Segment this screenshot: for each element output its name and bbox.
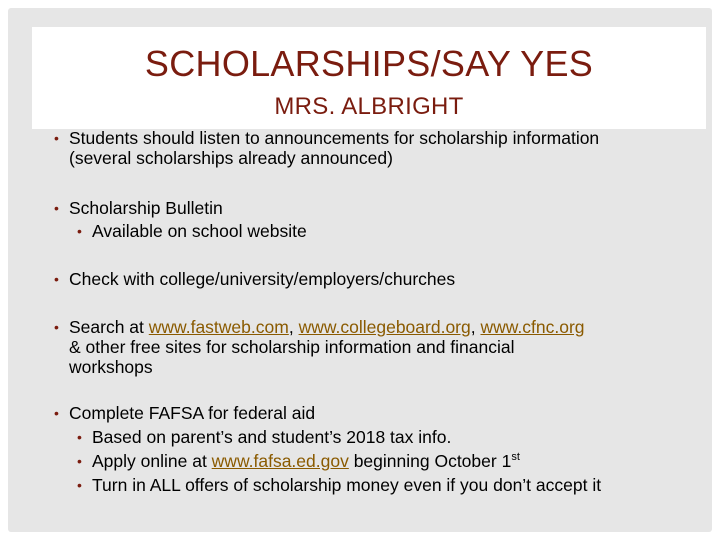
bullet-icon: • <box>54 405 59 421</box>
item-text: (several scholarships already announced) <box>69 148 393 168</box>
cfnc-link[interactable]: www.cfnc.org <box>480 317 585 337</box>
item-text: Scholarship Bulletin <box>69 198 223 218</box>
fastweb-link[interactable]: www.fastweb.com <box>148 317 289 337</box>
list-item <box>52 403 692 423</box>
item-text: Turn in ALL offers of scholarship money even if you don’t accept it <box>92 475 602 495</box>
sub-list-item <box>52 475 692 495</box>
bullet-icon: • <box>54 271 59 287</box>
collegeboard-link[interactable]: www.collegeboard.org <box>298 317 471 337</box>
ordinal-suffix: st <box>511 451 520 463</box>
item-text <box>69 317 692 337</box>
bullet-icon: • <box>77 223 82 239</box>
item-text-segment: Search at <box>69 317 149 337</box>
list-item <box>52 317 692 377</box>
title-box <box>32 27 706 129</box>
list-item <box>52 198 692 218</box>
bullet-icon: • <box>54 130 59 146</box>
bullet-icon: • <box>77 429 82 445</box>
item-text: Available on school website <box>92 221 307 241</box>
item-text: Complete FAFSA for federal aid <box>69 403 316 423</box>
slide-title: SCHOLARSHIPS/SAY YES <box>144 43 594 84</box>
bullet-icon: • <box>77 477 82 493</box>
item-text: & other free sites for scholarship information and financial <box>69 337 515 357</box>
list-item <box>52 128 692 168</box>
bullet-icon: • <box>77 453 82 469</box>
item-text: workshops <box>69 357 153 377</box>
slide-subtitle: MRS. ALBRIGHT <box>274 93 464 120</box>
list-item <box>52 269 692 289</box>
item-text: Students should listen to announcements for scholarship information <box>69 128 600 148</box>
item-text <box>92 451 692 471</box>
separator: , <box>470 317 481 337</box>
item-text-segment: Apply online at <box>92 451 212 471</box>
separator: , <box>288 317 299 337</box>
item-text-segment: beginning October 1 <box>348 451 512 471</box>
bullet-icon: • <box>54 200 59 216</box>
sub-list-item <box>52 427 692 447</box>
bullet-list <box>52 126 692 495</box>
sub-list-item <box>52 221 692 241</box>
item-text: Based on parent’s and student’s 2018 tax info. <box>92 427 452 447</box>
bullet-icon: • <box>54 319 59 335</box>
item-text: Check with college/university/employers/churches <box>69 269 456 289</box>
sub-list-item <box>52 451 692 471</box>
fafsa-link[interactable]: www.fafsa.ed.gov <box>211 451 349 471</box>
